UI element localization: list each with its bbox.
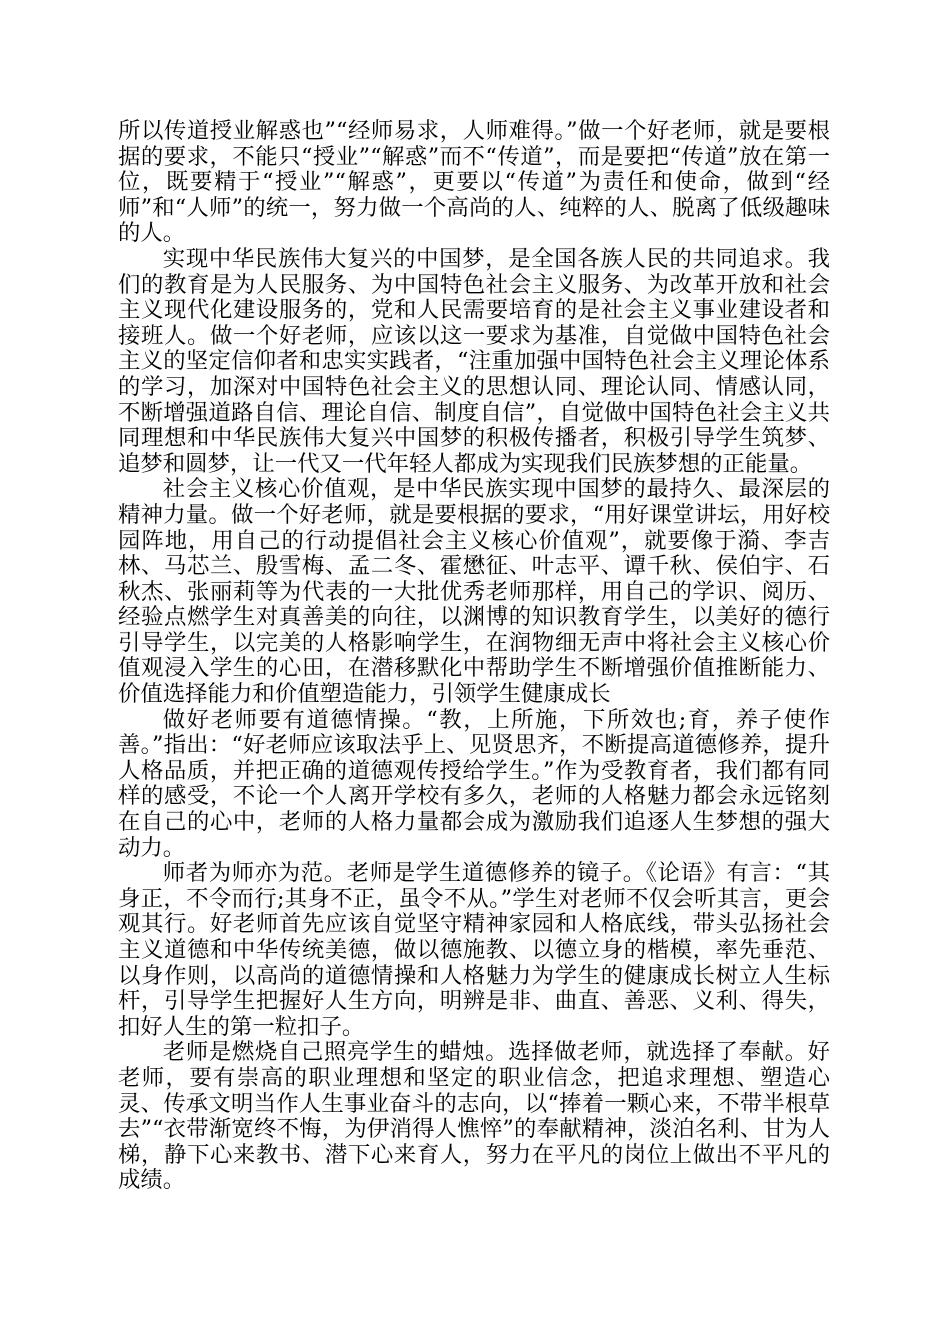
document-page xyxy=(118,119,830,1194)
paragraph-4: 做好老师要有道德情操。“教，上所施，下所效也;育，养子使作善。”指出：“好老师应该取法乎上、见贤思齐，不断提高道德修养，提升人格品质，并把正确的道德观传授给学生。”作为受教育者，我们都有同样的感受，不论一个人离开学校有多久，老师的人格魅力都会永远铭刻在自己的心中，老师的人格力量都会成为激励我们追逐人生梦想的强大动力。 xyxy=(118,706,830,861)
paragraph-2: 实现中华民族伟大复兴的中国梦，是全国各族人民的共同追求。我们的教育是为人民服务、为中国特色社会主义服务、为改革开放和社会主义现代化建设服务的，党和人民需要培育的是社会主义事业建设者和接班人。做一个好老师，应该以这一要求为基准，自觉做中国特色社会主义的坚定信仰者和忠实实践者，“注重加强中国特色社会主义理论体系的学习，加深对中国特色社会主义的思想认同、理论认同、情感认同，不断增强道路自信、理论自信、制度自信”，自觉做中国特色社会主义共同理想和中华民族伟大复兴中国梦的积极传播者，积极引导学生筑梦、追梦和圆梦，让一代又一代年轻人都成为实现我们民族梦想的正能量。 xyxy=(118,245,830,477)
paragraph-5: 师者为师亦为范。老师是学生道德修养的镜子。《论语》有言：“其身正，不令而行;其身不正，虽令不从。”学生对老师不仅会听其言，更会观其行。好老师首先应该自觉坚守精神家园和人格底线，带头弘扬社会主义道德和中华传统美德，做以德施教、以德立身的楷模，率先垂范、以身作则，以高尚的道德情操和人格魅力为学生的健康成长树立人生标杆，引导学生把握好人生方向，明辨是非、曲直、善恶、义利、得失，扣好人生的第一粒扣子。 xyxy=(118,860,830,1040)
paragraph-1: 所以传道授业解惑也”“经师易求，人师难得。”做一个好老师，就是要根据的要求，不能只“授业”“解惑”而不“传道”，而是要把“传道”放在第一位，既要精于“授业”“解惑”，更要以“传道”为责任和使命，做到“经师”和“人师”的统一，努力做一个高尚的人、纯粹的人、脱离了低级趣味的人。 xyxy=(118,118,830,247)
paragraph-6: 老师是燃烧自己照亮学生的蜡烛。选择做老师，就选择了奉献。好老师，要有崇高的职业理想和坚定的职业信念，把追求理想、塑造心灵、传承文明当作人生事业奋斗的志向，以“捧着一颗心来，不带半根草去”“衣带渐宽终不悔，为伊消得人憔悴”的奉献精神，淡泊名利、甘为人梯，静下心来教书、潜下心来育人，努力在平凡的岗位上做出不平凡的成绩。 xyxy=(118,1039,830,1194)
paragraph-3: 社会主义核心价值观，是中华民族实现中国梦的最持久、最深层的精神力量。做一个好老师，就是要根据的要求，“用好课堂讲坛，用好校园阵地，用自己的行动提倡社会主义核心价值观”，就要像于漪、李吉林、马芯兰、殷雪梅、孟二冬、霍懋征、叶志平、谭千秋、侯伯宇、石秋杰、张丽莉等为代表的一大批优秀老师那样，用自己的学识、阅历、经验点燃学生对真善美的向往，以渊博的知识教育学生，以美好的德行引导学生，以完美的人格影响学生，在润物细无声中将社会主义核心价值观浸入学生的心田，在潜移默化中帮助学生不断增强价值推断能力、价值选择能力和价值塑造能力，引领学生健康成长 xyxy=(118,476,830,708)
